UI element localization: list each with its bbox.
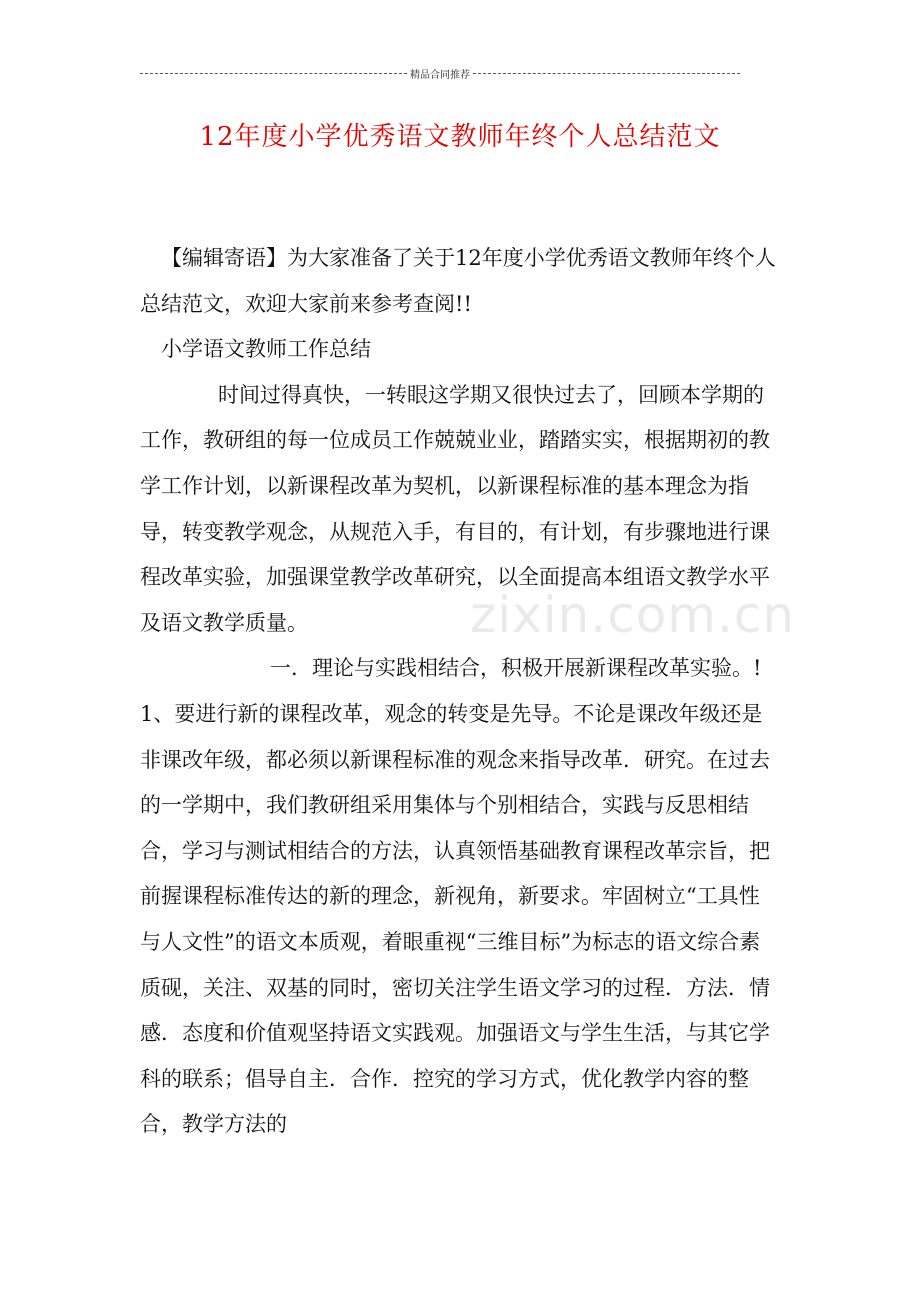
header-dash-left	[140, 73, 407, 74]
header-label: 精品合同推荐	[410, 69, 470, 81]
header-dash-right	[473, 73, 740, 74]
document-body	[140, 236, 804, 1148]
section-heading: 小学语文教师工作总结	[161, 337, 371, 362]
body-paragraph: 一．理论与实践相结合，积极开展新课程改革实验。! 1、要进行新的课程改革，观念的转变是先导。不论是课改年级还是非课改年级，都必须以新课程标准的观念来指导改革．研究。在过去的一学期中，我们教研组采用集体与个别相结合，实践与反思相结合，学习与测试相结合的方法，认真领悟基础教育课程改革宗旨，把前握课程标准传达的新的理念，新视角，新要求。牢固树立“工具性与人文性”的语文本质观，着眼重视“三维目标”为标志的语文综合素质砚，关注、双基的同时，密切关注学生语文学习的过程．方法．情感．态度和价值观坚持语文实践观。加强语文与学生生活，与其它学科的联系；倡导自主．合作．控究的学习方式，优化教学内容的整合，教学方法的	[140, 656, 804, 1137]
watermark: zixin.com.cn	[470, 586, 796, 644]
document-title: 12年度小学优秀语文教师年终个人总结范文	[199, 122, 721, 152]
editor-note-paragraph: 【编辑寄语】为大家准备了关于12年度小学优秀语文教师年终个人总结范文，欢迎大家前来参考查阅!!	[140, 246, 776, 316]
body-paragraph: 时间过得真快，一转眼这学期又很快过去了，回顾本学期的工作，教研组的每一位成员工作兢兢业业，踏踏实实，根据期初的教学工作计划，以新课程改革为契机，以新课程标准的基本理念为指导，转变教学观念，从规范入手，有目的，有计划，有步骤地进行课程改革实验，加强课堂教学改革研究，以全面提高本组语文教学水平及语文教学质量。	[140, 382, 770, 635]
header-rule	[140, 66, 740, 80]
